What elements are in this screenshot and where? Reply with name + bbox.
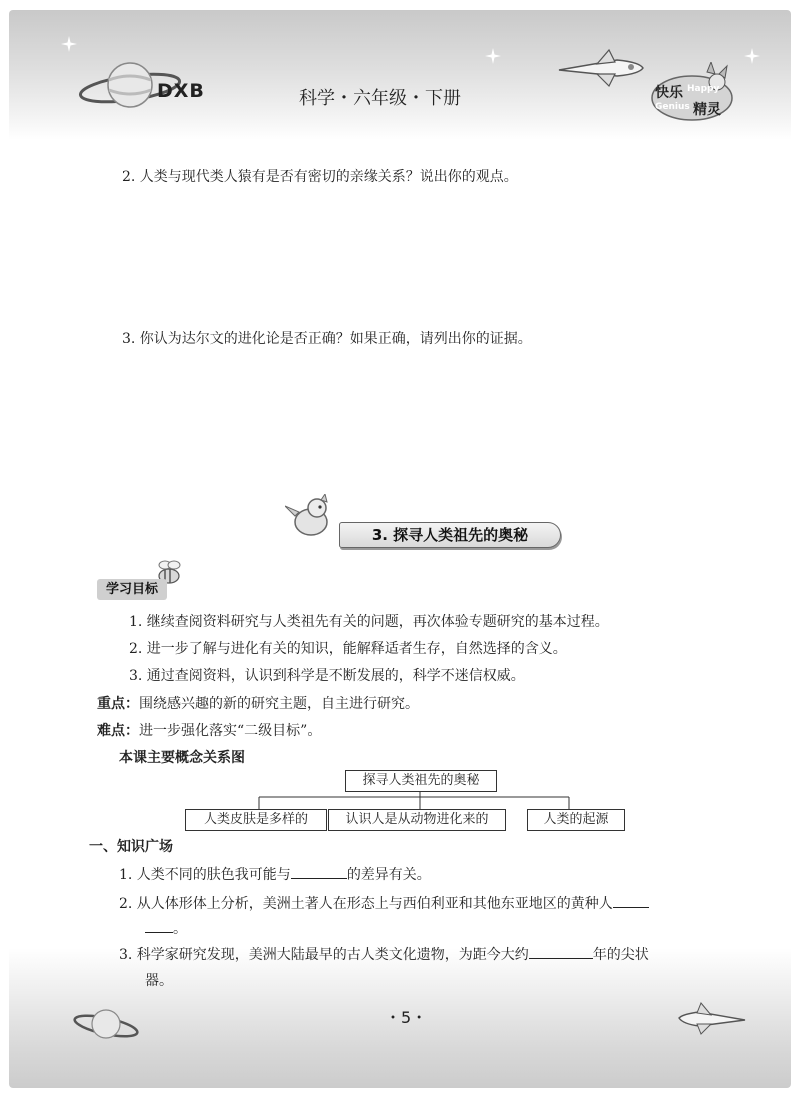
book-title: 科学・六年级・下册: [299, 88, 461, 109]
fill-question-2: [119, 893, 649, 913]
answer-blank[interactable]: [529, 944, 593, 959]
fill-question-2-end: 。: [173, 921, 187, 937]
space-shuttle-icon: [557, 48, 647, 88]
key-point-label: 重点：: [97, 696, 139, 712]
planet-icon: [71, 1002, 141, 1048]
logo-text-cn-1: 快乐: [655, 85, 683, 101]
key-point-text: 围绕感兴趣的新的研究主题，自主进行研究。: [139, 696, 419, 712]
happy-genius-logo: [649, 62, 735, 124]
concept-map-title: 本课主要概念关系图: [119, 750, 245, 766]
fill-question-2-cont: [145, 918, 187, 938]
dragon-mascot-icon: [285, 494, 341, 540]
series-code: DXB: [157, 80, 205, 102]
workbook-page: [9, 10, 791, 1088]
difficult-point: [97, 720, 321, 740]
fill-question-1-text: 1. 人类不同的肤色我可能与: [119, 867, 291, 883]
star-icon: [744, 48, 760, 64]
answer-blank[interactable]: [613, 893, 649, 908]
goal-item: 3. 通过查阅资料，认识到科学是不断发展的，科学不迷信权威。: [129, 668, 525, 684]
learning-goals-label: 学习目标: [97, 579, 167, 600]
star-icon: [485, 48, 501, 64]
fill-question-1: [119, 864, 431, 884]
concept-map-child: 人类的起源: [527, 809, 625, 831]
answer-blank[interactable]: [145, 918, 173, 933]
logo-text-en-2: Genius: [655, 102, 690, 112]
concept-map-connectors: [249, 791, 589, 811]
lesson-title-banner: 3. 探寻人类祖先的奥秘: [339, 522, 561, 548]
space-shuttle-icon: [677, 1000, 747, 1036]
concept-map-child: 人类皮肤是多样的: [185, 809, 327, 831]
logo-text-en-1: Happy: [687, 84, 720, 94]
page-number: ・5・: [385, 1008, 428, 1027]
fill-question-3-text-end: 年的尖状: [592, 947, 649, 963]
goal-item: 2. 进一步了解与进化有关的知识，能解释适者生存，自然选择的含义。: [129, 641, 567, 657]
fill-question-3-cont: 器。: [145, 973, 173, 989]
answer-blank[interactable]: [291, 864, 347, 879]
key-point: [97, 693, 419, 713]
fill-question-2-text: 2. 从人体形体上分析，美洲土著人在形态上与西伯利亚和其他东亚地区的黄种人: [119, 896, 613, 912]
fill-question-3-text: 3. 科学家研究发现，美洲大陆最早的古人类文化遗物，为距今大约: [119, 947, 529, 963]
question-3: 3. 你认为达尔文的进化论是否正确？如果正确，请列出你的证据。: [122, 331, 532, 347]
concept-map-root: 探寻人类祖先的奥秘: [345, 770, 497, 792]
difficult-point-label: 难点：: [97, 723, 139, 739]
difficult-point-text: 进一步强化落实“二级目标”。: [139, 723, 322, 739]
question-2: 2. 人类与现代类人猿有是否有密切的亲缘关系？说出你的观点。: [122, 169, 518, 185]
fill-question-1-text-end: 的差异有关。: [346, 867, 431, 883]
star-icon: [61, 36, 77, 52]
logo-text-cn-2: 精灵: [693, 102, 721, 118]
fill-question-3: [119, 944, 649, 964]
section-title-knowledge: 一、知识广场: [89, 839, 173, 855]
concept-map-child: 认识人是从动物进化来的: [328, 809, 506, 831]
goal-item: 1. 继续查阅资料研究与人类祖先有关的问题，再次体验专题研究的基本过程。: [129, 614, 609, 630]
